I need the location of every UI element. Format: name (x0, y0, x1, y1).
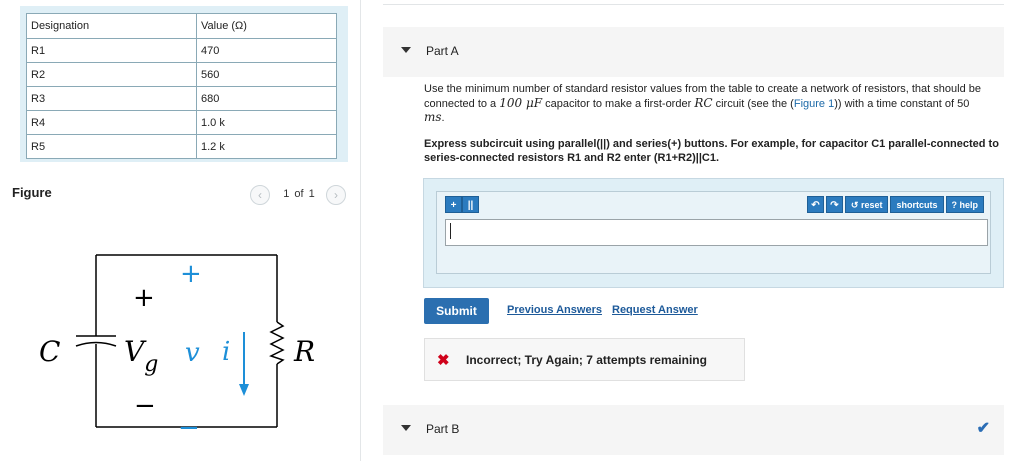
figure-pager (250, 184, 350, 206)
minus-bottom-label: − (178, 413, 200, 440)
ms-unit: ms (424, 110, 442, 124)
top-rule (383, 4, 1004, 5)
next-figure-button[interactable]: › (326, 185, 346, 205)
table-row (27, 39, 337, 63)
incorrect-x-icon: ✖ (437, 352, 450, 369)
value-cell: 560 (197, 63, 337, 87)
voltage-label: v (185, 338, 200, 368)
designation-cell: R1 (27, 39, 197, 63)
figure-link[interactable]: Figure 1 (793, 97, 835, 110)
plus-top-label: + (180, 259, 202, 289)
resistor-zigzag (271, 322, 283, 364)
value-cell: 470 (197, 39, 337, 63)
resistor-label: R (294, 335, 316, 368)
plus-mid-label: + (133, 283, 155, 313)
part-b-title: Part B (426, 422, 460, 436)
rc-circuit-diagram (30, 240, 350, 440)
table-row (27, 135, 337, 159)
value-cell: 1.2 k (197, 135, 337, 159)
editor-toolbar (807, 196, 984, 213)
series-plus-button[interactable]: + (445, 196, 462, 213)
text-caret (450, 223, 451, 239)
question-part-4: )) with a time constant of 50 (834, 97, 970, 110)
question-part-1: Use the minimum number of standard resistor values from the table to create a network of resistors, that should be connected to a (424, 83, 981, 110)
rc-term: RC (694, 95, 713, 110)
collapse-triangle-icon (401, 425, 411, 431)
table-row (27, 87, 337, 111)
pager-current: 1 (283, 188, 290, 200)
figure-title: Figure (12, 185, 52, 200)
value-cell: 680 (197, 87, 337, 111)
part-a-title: Part A (426, 44, 459, 58)
checkmark-icon: ✔ (976, 420, 990, 437)
current-label: i (222, 337, 231, 367)
current-arrow-head (239, 384, 249, 396)
question-part-2: capacitor to make a first-order (542, 97, 695, 110)
part-a-header[interactable] (383, 27, 1004, 77)
reset-button[interactable]: ↺ reset (845, 196, 889, 213)
part-b-header[interactable] (383, 405, 1004, 455)
vg-label (124, 335, 158, 377)
feedback-box (424, 338, 745, 381)
designation-cell: R2 (27, 63, 197, 87)
capacitor-value: 100 μF (499, 95, 543, 110)
prev-figure-button[interactable]: ‹ (250, 185, 270, 205)
header-value: Value (Ω) (197, 14, 337, 39)
designation-cell: R3 (27, 87, 197, 111)
value-cell: 1.0 k (197, 111, 337, 135)
question-text (424, 83, 992, 126)
answer-input[interactable] (445, 219, 988, 246)
capacitor-label: C (39, 335, 61, 368)
operator-toolbar (445, 196, 479, 213)
vg-main: V (124, 335, 145, 368)
question-part-3: circuit (see the ( (712, 97, 794, 110)
question-part-5: . (441, 112, 445, 124)
help-button[interactable]: ? help (946, 196, 985, 213)
resistor-table-panel (20, 6, 348, 162)
resistor-table (26, 13, 337, 159)
figure-page-count (274, 188, 324, 200)
minus-mid-label: − (134, 391, 156, 421)
feedback-text: Incorrect; Try Again; 7 attempts remaining (466, 353, 707, 367)
table-row (27, 63, 337, 87)
redo-icon[interactable]: ↷ (826, 196, 843, 213)
designation-cell: R5 (27, 135, 197, 159)
undo-icon[interactable]: ↶ (807, 196, 824, 213)
table-row (27, 111, 337, 135)
request-answer-link[interactable]: Request Answer (612, 304, 698, 316)
collapse-triangle-icon (401, 47, 411, 53)
previous-answers-link[interactable]: Previous Answers (507, 304, 602, 316)
vg-sub: g (144, 352, 159, 377)
table-header-row (27, 14, 337, 39)
submit-button[interactable]: Submit (424, 298, 489, 324)
instruction-text: Express subcircuit using parallel(||) and series(+) buttons. For example, for capacitor C1 parallel-connected to series-connected resistors R1 and R2 enter (R1+R2)||C1. (424, 138, 999, 164)
shortcuts-button[interactable]: shortcuts (890, 196, 943, 213)
column-divider (360, 0, 361, 461)
pager-of: of (294, 188, 304, 200)
header-designation: Designation (27, 14, 197, 39)
answer-editor (436, 191, 991, 274)
designation-cell: R4 (27, 111, 197, 135)
parallel-button[interactable]: || (462, 196, 479, 213)
pager-total: 1 (308, 188, 315, 200)
answer-panel (423, 178, 1004, 288)
